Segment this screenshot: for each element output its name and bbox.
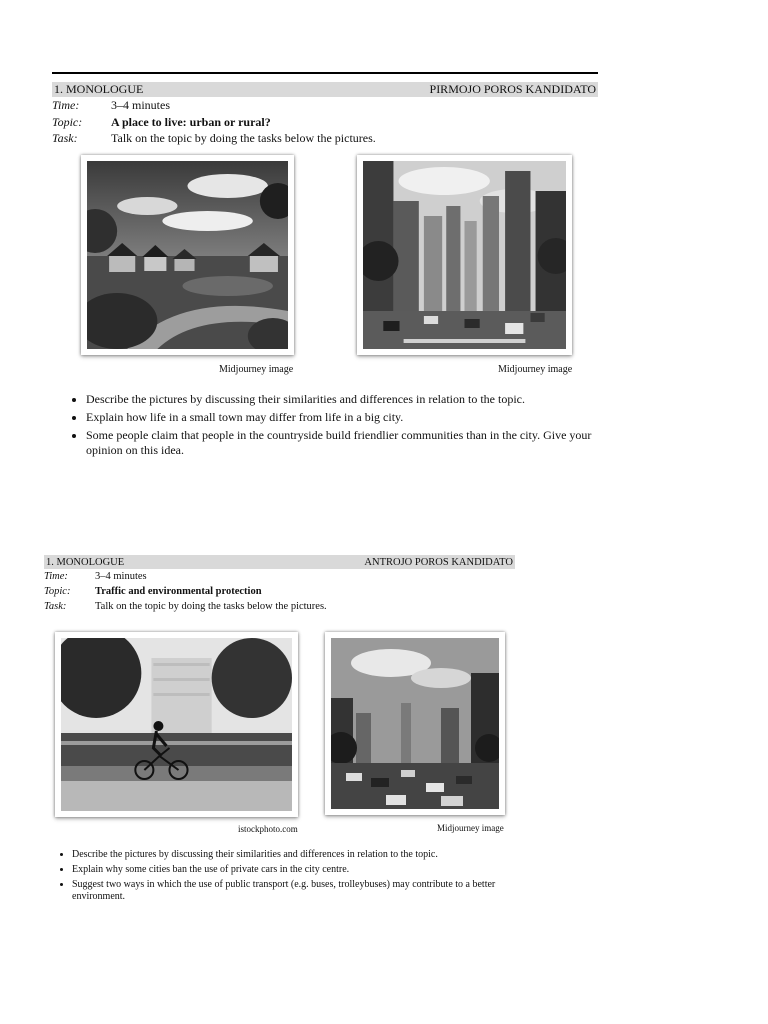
section-1-time-row	[52, 98, 170, 113]
cyclist-photo	[55, 632, 298, 817]
task-label: Task:	[52, 131, 78, 145]
traffic-jam-photo	[325, 632, 505, 815]
list-item: • Suggest two ways in which the use of public transport (e.g. buses, trolleybuses) may contribute to a better environment.	[72, 879, 548, 903]
list-item: • Explain how life in a small town may differ from life in a big city.	[86, 410, 606, 425]
task-value: Talk on the topic by doing the tasks below the pictures.	[95, 601, 327, 612]
time-label: Time:	[52, 98, 80, 112]
rural-village-photo	[81, 155, 294, 355]
section-1-topic-row	[52, 115, 271, 130]
time-value: 3–4 minutes	[95, 571, 147, 582]
section-2-candidate: ANTROJO POROS KANDIDATO	[364, 556, 513, 568]
task-label: Task:	[44, 601, 67, 612]
section-2-header	[44, 555, 515, 569]
section-1-top-rule	[52, 72, 598, 74]
caption-cyclist-photo: istockphoto.com	[238, 824, 298, 834]
section-1-title: 1. MONOLOGUE	[54, 82, 144, 96]
task-value: Talk on the topic by doing the tasks below the pictures.	[111, 131, 376, 145]
section-2-title: 1. MONOLOGUE	[46, 556, 125, 568]
time-value: 3–4 minutes	[111, 98, 170, 112]
list-item: • Explain why some cities ban the use of private cars in the city centre.	[72, 864, 548, 876]
list-item: • Describe the pictures by discussing their similarities and differences in relation to the topic.	[72, 849, 548, 861]
topic-value: A place to live: urban or rural?	[111, 115, 271, 129]
section-1-candidate: PIRMOJO POROS KANDIDATO	[429, 82, 596, 96]
section-1-task-list	[56, 392, 606, 461]
time-label: Time:	[44, 571, 68, 582]
caption-city-photo: Midjourney image	[498, 364, 573, 375]
section-2-task-row	[44, 601, 327, 612]
list-item: • Some people claim that people in the countryside build friendlier communities than in the city. Give your opinion on this idea.	[86, 428, 606, 458]
topic-label: Topic:	[44, 586, 71, 597]
topic-label: Topic:	[52, 115, 83, 129]
section-1-header	[52, 82, 598, 97]
section-2-task-list	[44, 849, 548, 906]
topic-value: Traffic and environmental protection	[95, 586, 262, 597]
section-1-task-row	[52, 131, 376, 146]
caption-traffic-photo: Midjourney image	[437, 823, 504, 833]
list-item: • Describe the pictures by discussing their similarities and differences in relation to the topic.	[86, 392, 606, 407]
city-street-photo	[357, 155, 572, 355]
section-2-topic-row	[44, 586, 262, 597]
caption-rural-photo: Midjourney image	[219, 364, 294, 375]
section-2-time-row	[44, 571, 147, 582]
